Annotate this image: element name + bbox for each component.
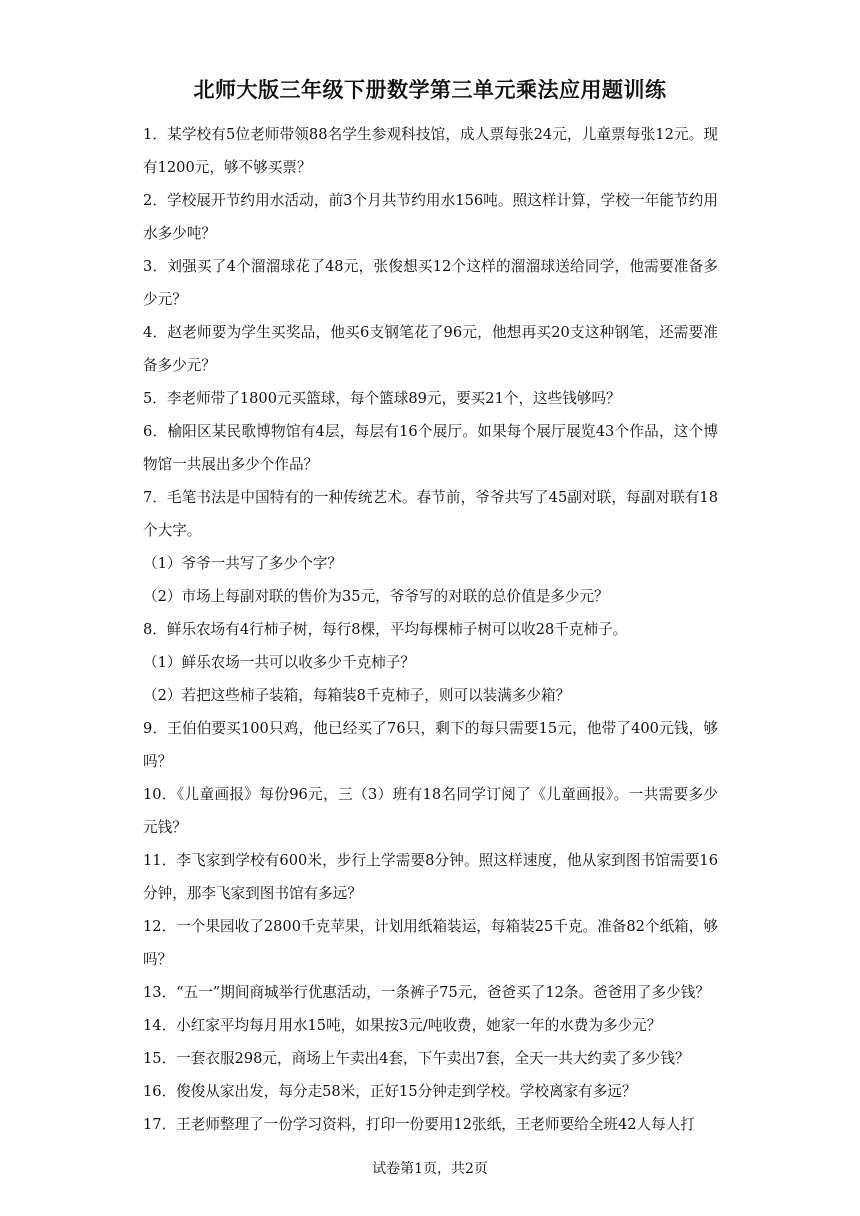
page-footer: 试卷第1页，共2页 <box>372 1161 488 1177</box>
question-item: 11．李飞家到学校有600米，步行上学需要8分钟。照这样速度，他从家到图书馆需要16分钟，那李飞家到图书馆有多远？ <box>143 852 718 902</box>
sub-question-item: （1）鲜乐农场一共可以收多少千克柿子？ <box>143 654 415 671</box>
question-item: 17．王老师整理了一份学习资料，打印一份要用12张纸，王老师要给全班42人每人打 <box>143 1116 695 1133</box>
sub-question-item: （2）若把这些柿子装箱，每箱装8千克柿子，则可以装满多少箱？ <box>143 687 571 704</box>
question-item: 9．王伯伯要买100只鸡，他已经买了76只，剩下的每只需要15元，他带了400元钱，够吗？ <box>143 720 718 770</box>
question-item: 6．榆阳区某民歌博物馆有4层，每层有16个展厅。如果每个展厅展览43个作品，这个博物馆一共展出多少个作品？ <box>143 423 718 473</box>
question-item: 2．学校展开节约用水活动，前3个月共节约用水156吨。照这样计算，学校一年能节约用水多少吨？ <box>143 192 718 242</box>
question-item: 13．“五一”期间商城举行优惠活动，一条裤子75元，爸爸买了12条。爸爸用了多少钱？ <box>143 984 710 1001</box>
question-item: 16．俊俊从家出发，每分走58米，正好15分钟走到学校。学校离家有多远？ <box>143 1083 637 1100</box>
question-item: 8．鲜乐农场有4行柿子树，每行8棵，平均每棵柿子树可以收28千克柿子。 <box>143 621 628 638</box>
question-item: 1．某学校有5位老师带领88名学生参观科技馆，成人票每张24元，儿童票每张12元。现有1200元，够不够买票？ <box>143 126 718 176</box>
question-item: 4．赵老师要为学生买奖品，他买6支钢笔花了96元，他想再买20支这种钢笔，还需要准备多少元？ <box>143 324 718 374</box>
question-item: 3．刘强买了4个溜溜球花了48元，张俊想买12个这样的溜溜球送给同学，他需要准备多少元？ <box>143 258 718 308</box>
page-title: 北师大版三年级下册数学第三单元乘法应用题训练 <box>193 78 667 102</box>
question-item: 12．一个果园收了2800千克苹果，计划用纸箱装运，每箱装25千克。准备82个纸箱，够吗？ <box>143 918 718 968</box>
question-item: 5．李老师带了1800元买篮球，每个篮球89元，要买21个，这些钱够吗？ <box>143 390 621 407</box>
question-list <box>143 118 718 1141</box>
question-item: 15．一套衣服298元，商场上午卖出4套，下午卖出7套，全天一共大约卖了多少钱？ <box>143 1050 690 1067</box>
question-item: 7．毛笔书法是中国特有的一种传统艺术。春节前，爷爷共写了45副对联，每副对联有18个大字。 <box>143 489 718 539</box>
sub-question-item: （1）爷爷一共写了多少个字？ <box>143 555 343 572</box>
question-item: 10．《儿童画报》每份96元，三（3）班有18名同学订阅了《儿童画报》。一共需要多少元钱？ <box>143 786 718 836</box>
question-item: 14．小红家平均每月用水15吨，如果按3元/吨收费，她家一年的水费为多少元？ <box>143 1017 662 1034</box>
sub-question-item: （2）市场上每副对联的售价为35元，爷爷写的对联的总价值是多少元？ <box>143 588 609 605</box>
